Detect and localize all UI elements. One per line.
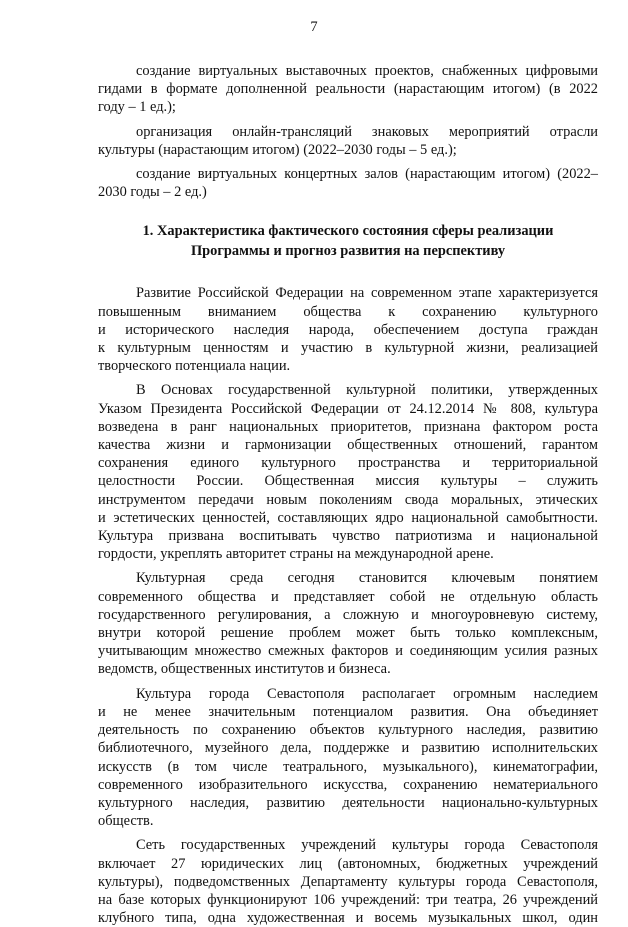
paragraph-line: искусств (в том числе театрального, музыкального), кинематографии, bbox=[98, 758, 598, 775]
paragraph-line: Указом Президента Российской Федерации от 24.12.2014 № 808, культура bbox=[98, 400, 598, 417]
intro-line: создание виртуальных выставочных проектов, снабженных цифровыми bbox=[136, 63, 598, 79]
paragraph-line: внутри которой решение проблем может быть только комплексным, bbox=[98, 625, 598, 642]
paragraph-line: обществ. bbox=[98, 813, 154, 830]
paragraph-line: В Основах государственной культурной политики, утвержденных bbox=[136, 382, 598, 399]
paragraph-line: культуры), подведомственных Департаменту культуры города Севастополя, bbox=[98, 873, 598, 890]
intro-line: гидами в формате дополненной реальности (нарастающим итогом) (в 2022 bbox=[98, 81, 598, 98]
paragraph-line: Культура призвана воспитывать чувство патриотизма и национальной bbox=[98, 528, 598, 545]
paragraph-line: повышенным вниманием общества к сохранению культурного bbox=[98, 303, 598, 320]
page-number: 7 bbox=[310, 19, 318, 35]
paragraph-line: Сеть государственных учреждений культуры города Севастополя bbox=[136, 837, 598, 854]
intro-list bbox=[98, 62, 598, 201]
paragraph-line: к культурным ценностям и участию в культурной жизни, реализацией bbox=[98, 340, 598, 357]
paragraph-line: качества жизни и гармонизации общественных отношений, гарантом bbox=[98, 437, 598, 454]
paragraph-line: целостности России. Общественная миссия культуры – служить bbox=[98, 473, 598, 490]
intro-line: году – 1 ед.); bbox=[98, 99, 176, 116]
paragraph-line: и не менее значительным потенциалом развития. Она объединяет bbox=[98, 703, 598, 720]
paragraph-line: клубного типа, одна художественная и восемь музыкальных школ, один bbox=[98, 910, 598, 927]
paragraph-line: включает 27 юридических лиц (автономных, бюджетных учреждений bbox=[98, 855, 598, 872]
paragraph-line: культурного наследия, развитию деятельности национально-культурных bbox=[98, 794, 598, 811]
paragraph-line: инструментом передачи новым поколениям свода моральных, этических bbox=[98, 491, 598, 508]
paragraph-line: Развитие Российской Федерации на современном этапе характеризуется bbox=[136, 285, 598, 302]
paragraph-line: на базе которых функционируют 106 учреждений: три театра, 26 учреждений bbox=[98, 891, 598, 908]
section-heading bbox=[98, 222, 598, 261]
paragraph bbox=[98, 284, 598, 375]
paragraph-line: учитывающим множество смежных факторов и соединяющим усилия разных bbox=[98, 643, 598, 660]
paragraph-line: ведомств, общественных институтов и бизнеса. bbox=[98, 661, 391, 678]
intro-line: создание виртуальных концертных залов (нарастающим итогом) (2022– bbox=[136, 166, 598, 183]
section-heading-line: Программы и прогноз развития на перспективу bbox=[190, 242, 506, 259]
intro-line: 2030 годы – 2 ед.) bbox=[98, 184, 207, 201]
paragraph-line: творческого потенциала нации. bbox=[98, 358, 291, 375]
paragraph-line: гордости, укреплять авторитет страны на международной арене. bbox=[98, 546, 494, 563]
paragraph bbox=[98, 836, 598, 927]
section-paragraphs bbox=[98, 284, 598, 927]
paragraph-line: деятельность по сохранению объектов культурного наследия, развитию bbox=[98, 722, 598, 739]
section-heading-line: 1. Характеристика фактического состояния сферы реализации bbox=[142, 223, 554, 240]
paragraph-line: государственного регулирования, а сложную и многоуровневую систему, bbox=[98, 606, 598, 623]
paragraph bbox=[98, 381, 598, 563]
intro-line: организация онлайн-трансляций знаковых мероприятий отрасли bbox=[136, 123, 598, 140]
paragraph-line: и эстетических ценностей, составляющих ядро национальной самобытности. bbox=[98, 509, 598, 526]
paragraph bbox=[98, 685, 598, 831]
paragraph-line: и исторического наследия народа, обеспечением доступа граждан bbox=[98, 321, 598, 338]
paragraph-line: сохранения единого культурного пространства и территориальной bbox=[98, 455, 598, 472]
document-body bbox=[98, 62, 598, 927]
intro-line: культуры (нарастающим итогом) (2022–2030 годы – 5 ед.); bbox=[98, 141, 457, 158]
paragraph-line: библиотечного, музейного дела, поддержке и развитию исполнительских bbox=[98, 740, 598, 757]
paragraph-line: Культурная среда сегодня становится ключевым понятием bbox=[136, 570, 598, 587]
paragraph-line: современного общества и представляет собой не отдельную область bbox=[98, 588, 598, 605]
paragraph-line: современного изобразительного искусства, сохранению нематериального bbox=[98, 776, 598, 793]
paragraph bbox=[98, 569, 598, 678]
paragraph-line: возведена в ранг национальных приоритетов, признана фактором роста bbox=[98, 418, 598, 435]
paragraph-line: Культура города Севастополя располагает огромным наследием bbox=[136, 685, 598, 702]
